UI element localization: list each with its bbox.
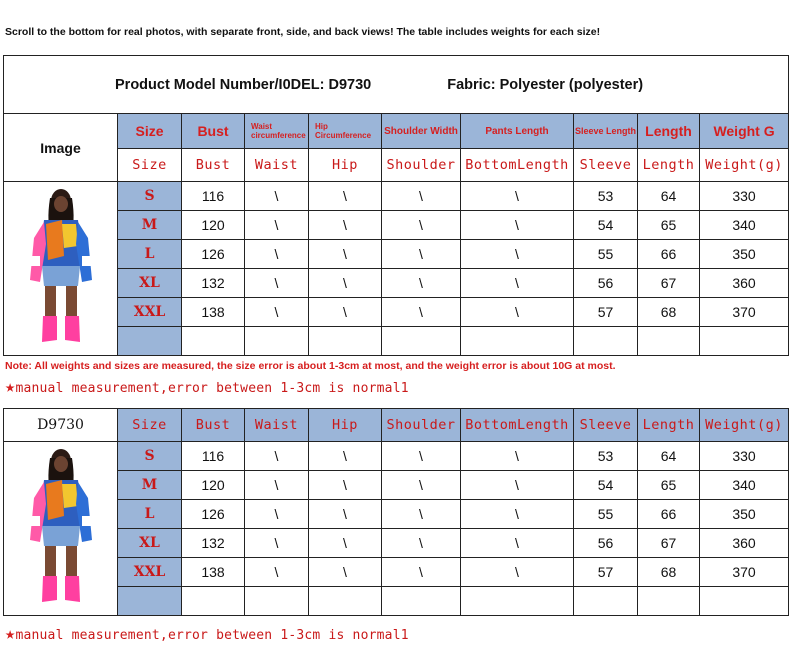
table-row: [4, 558, 789, 587]
measurement-note: Note: All weights and sizes are measured, the size error is about 1-3cm at most, and the weight error is about 10G at most.: [5, 360, 616, 372]
table-row: [4, 211, 789, 240]
t2-cell: \: [461, 558, 574, 587]
header-en-6: Sleeve Length: [574, 114, 638, 149]
header-t2-5: BottomLength: [461, 409, 574, 442]
t2-cell: L: [118, 500, 182, 529]
header-alt-1: Bust: [182, 149, 245, 182]
t1-cell: 53: [574, 182, 638, 211]
header-alt-4: Shoulder: [382, 149, 461, 182]
table-row: [4, 529, 789, 558]
t1-cell: 132: [182, 269, 245, 298]
header-alt-2: Waist: [245, 149, 309, 182]
t2-cell: XXL: [118, 558, 182, 587]
t2-empty-cell: [182, 587, 245, 616]
t1-cell: \: [309, 211, 382, 240]
t2-cell: \: [309, 529, 382, 558]
t1-cell: 126: [182, 240, 245, 269]
t2-cell: 370: [700, 558, 789, 587]
star-icon: ★: [5, 377, 16, 397]
t2-empty-cell: [461, 587, 574, 616]
t1-empty-cell: [309, 327, 382, 356]
t2-cell: \: [382, 529, 461, 558]
t1-cell: \: [382, 182, 461, 211]
header-en-1: Bust: [182, 114, 245, 149]
table-row: [4, 240, 789, 269]
t2-cell: \: [245, 529, 309, 558]
t1-cell: 56: [574, 269, 638, 298]
t2-cell: \: [382, 558, 461, 587]
t1-cell: 138: [182, 298, 245, 327]
size-table-2: [3, 408, 789, 616]
t2-cell: \: [382, 471, 461, 500]
t1-empty-cell: [700, 327, 789, 356]
t1-cell: \: [461, 182, 574, 211]
t2-cell: 65: [638, 471, 700, 500]
t2-cell: 126: [182, 500, 245, 529]
t2-cell: \: [461, 529, 574, 558]
table-row: [4, 471, 789, 500]
t2-cell: 350: [700, 500, 789, 529]
t1-cell: \: [461, 211, 574, 240]
t2-empty-cell: [638, 587, 700, 616]
t2-empty-cell: [245, 587, 309, 616]
header-t2-2: Waist: [245, 409, 309, 442]
t1-cell: \: [245, 182, 309, 211]
t2-cell: 68: [638, 558, 700, 587]
header-t2-8: Weight(g): [700, 409, 789, 442]
t2-cell: 53: [574, 442, 638, 471]
model-fabric-row: [4, 56, 789, 114]
t1-empty-cell: [461, 327, 574, 356]
t1-cell: \: [245, 269, 309, 298]
t1-cell: 360: [700, 269, 789, 298]
header-en-3: Hip Circumference: [309, 114, 382, 149]
image-header: Image: [4, 114, 118, 182]
t1-cell: \: [245, 240, 309, 269]
t1-cell: \: [309, 240, 382, 269]
t2-cell: 330: [700, 442, 789, 471]
header-en-2: Waist circumference: [245, 114, 309, 149]
t2-cell: 54: [574, 471, 638, 500]
fabric: Fabric: Polyester (polyester): [447, 76, 644, 93]
t1-cell: 67: [638, 269, 700, 298]
t2-cell: \: [309, 442, 382, 471]
t2-empty-cell: [382, 587, 461, 616]
t2-cell: \: [309, 471, 382, 500]
model-photo: [16, 444, 106, 609]
t1-empty-cell: [574, 327, 638, 356]
header-en-0: Size: [118, 114, 182, 149]
table-row: [4, 269, 789, 298]
t1-cell: \: [245, 211, 309, 240]
t1-cell: M: [118, 211, 182, 240]
t2-cell: M: [118, 471, 182, 500]
t1-cell: 340: [700, 211, 789, 240]
t1-cell: \: [245, 298, 309, 327]
t1-empty-cell: [382, 327, 461, 356]
t2-cell: \: [382, 500, 461, 529]
size-table-1: [3, 55, 789, 356]
model-number: Product Model Number/I0DEL: D9730: [115, 76, 372, 93]
t2-cell: 64: [638, 442, 700, 471]
header-alt-8: Weight(g): [700, 149, 789, 182]
t1-cell: 57: [574, 298, 638, 327]
t1-cell: \: [309, 182, 382, 211]
t2-cell: 66: [638, 500, 700, 529]
t2-cell: \: [461, 471, 574, 500]
t1-cell: 68: [638, 298, 700, 327]
t1-cell: 370: [700, 298, 789, 327]
t2-cell: 57: [574, 558, 638, 587]
t1-cell: 55: [574, 240, 638, 269]
t2-cell: \: [245, 558, 309, 587]
t1-cell: \: [382, 211, 461, 240]
t1-cell: 66: [638, 240, 700, 269]
t2-cell: 116: [182, 442, 245, 471]
model-label-cell: D9730: [4, 409, 118, 442]
table-row: [4, 500, 789, 529]
manual-note-2: ★manual measurement,error between 1-3cm is normal1: [5, 624, 409, 644]
t2-empty-cell: [700, 587, 789, 616]
table-row: [4, 298, 789, 327]
top-note: Scroll to the bottom for real photos, with separate front, side, and back views! The table includes weights for each size!: [5, 26, 601, 38]
t1-cell: 65: [638, 211, 700, 240]
manual-note-1: ★manual measurement,error between 1-3cm is normal1: [5, 377, 409, 397]
t2-cell: S: [118, 442, 182, 471]
t1-cell: XXL: [118, 298, 182, 327]
t1-cell: \: [382, 240, 461, 269]
table-row-empty: [4, 587, 789, 616]
t1-cell: 350: [700, 240, 789, 269]
t1-empty-cell: [182, 327, 245, 356]
header-t2-3: Hip: [309, 409, 382, 442]
header-t2-6: Sleeve: [574, 409, 638, 442]
header-t2-1: Bust: [182, 409, 245, 442]
t2-cell: \: [245, 500, 309, 529]
t1-cell: 120: [182, 211, 245, 240]
t2-cell: \: [461, 442, 574, 471]
header-t2-4: Shoulder: [382, 409, 461, 442]
t1-cell: 116: [182, 182, 245, 211]
table-row: [4, 182, 789, 211]
header-en-8: Weight G: [700, 114, 789, 149]
t1-cell: 54: [574, 211, 638, 240]
t2-cell: 138: [182, 558, 245, 587]
t1-cell: L: [118, 240, 182, 269]
t2-cell: \: [245, 442, 309, 471]
header-alt-5: BottomLength: [461, 149, 574, 182]
t1-cell: \: [309, 269, 382, 298]
t2-cell: XL: [118, 529, 182, 558]
t1-cell: \: [461, 298, 574, 327]
t2-cell: 360: [700, 529, 789, 558]
t1-cell: \: [382, 298, 461, 327]
t2-cell: \: [309, 500, 382, 529]
t2-cell: 67: [638, 529, 700, 558]
t2-cell: 340: [700, 471, 789, 500]
header-en-5: Pants Length: [461, 114, 574, 149]
t1-cell: \: [382, 269, 461, 298]
t2-cell: 55: [574, 500, 638, 529]
t1-cell: 64: [638, 182, 700, 211]
header-alt-6: Sleeve: [574, 149, 638, 182]
header-alt-7: Length: [638, 149, 700, 182]
t1-empty-cell: [118, 327, 182, 356]
table-row: [4, 442, 789, 471]
t2-cell: \: [461, 500, 574, 529]
t1-cell: \: [461, 240, 574, 269]
model-photo: [16, 184, 106, 349]
model-image-cell: [4, 182, 118, 356]
t2-cell: 132: [182, 529, 245, 558]
t2-cell: \: [245, 471, 309, 500]
header-alt-3: Hip: [309, 149, 382, 182]
t1-cell: \: [309, 298, 382, 327]
header-en-4: Shoulder Width: [382, 114, 461, 149]
t1-empty-cell: [245, 327, 309, 356]
header-t2-7: Length: [638, 409, 700, 442]
t2-cell: 56: [574, 529, 638, 558]
t2-empty-cell: [309, 587, 382, 616]
t2-empty-cell: [574, 587, 638, 616]
header-alt-0: Size: [118, 149, 182, 182]
header-t2-0: Size: [118, 409, 182, 442]
t2-empty-cell: [118, 587, 182, 616]
t1-empty-cell: [638, 327, 700, 356]
t2-cell: \: [309, 558, 382, 587]
t2-cell: 120: [182, 471, 245, 500]
t1-cell: XL: [118, 269, 182, 298]
star-icon: ★: [5, 624, 16, 644]
t1-cell: \: [461, 269, 574, 298]
model-image-cell: [4, 442, 118, 616]
t1-cell: S: [118, 182, 182, 211]
t2-cell: \: [382, 442, 461, 471]
table-row-empty: [4, 327, 789, 356]
header-en-7: Length: [638, 114, 700, 149]
t1-cell: 330: [700, 182, 789, 211]
